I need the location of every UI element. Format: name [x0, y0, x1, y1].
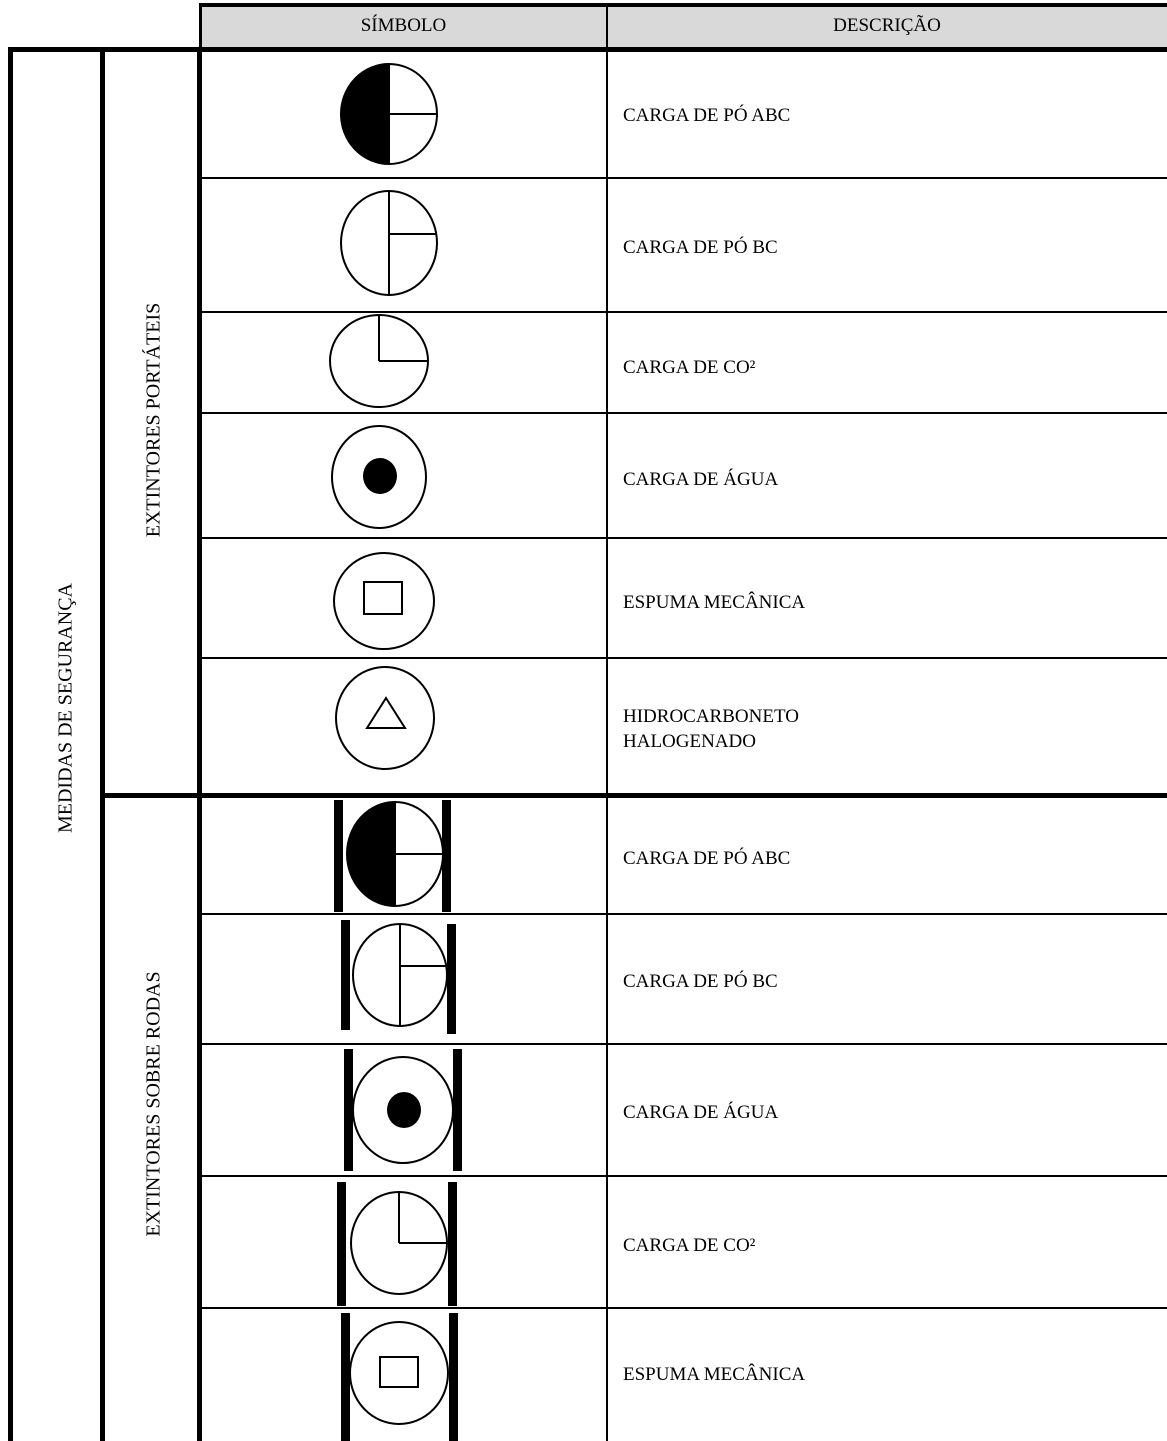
agua-icon: [330, 424, 430, 532]
group-separator: [100, 793, 1167, 798]
outer-group-divider: [100, 47, 105, 1441]
co2-wheeled-icon: [337, 1182, 463, 1308]
halogenado-icon: [334, 664, 438, 772]
description-text: CARGA DE CO²: [623, 1235, 756, 1256]
pó-abc-icon: [340, 63, 440, 163]
pó-bc-wheeled-icon: [341, 920, 461, 1036]
row-separator: [200, 412, 1167, 414]
description-text: CARGA DE CO²: [623, 357, 756, 378]
row-separator: [200, 1175, 1167, 1177]
row-separator: [200, 913, 1167, 915]
row-separator: [200, 177, 1167, 179]
row-separator: [200, 311, 1167, 313]
table-top-border: [8, 47, 1167, 52]
description-text: ESPUMA MECÂNICA: [623, 592, 806, 613]
description-text: CARGA DE PÓ ABC: [623, 848, 791, 869]
description-text: CARGA DE PÓ BC: [623, 971, 778, 992]
espuma-wheeled-icon: [341, 1313, 461, 1441]
row-separator: [200, 1043, 1167, 1045]
header-description-cell: [607, 4, 1167, 48]
description-text: CARGA DE ÁGUA: [623, 469, 779, 490]
espuma-icon: [332, 551, 440, 655]
co2-icon: [328, 314, 432, 410]
portable-group-label: EXTINTORES PORTÁTEIS: [142, 302, 165, 538]
header-divider: [606, 3, 608, 49]
agua-wheeled-icon: [344, 1049, 466, 1173]
inner-group-divider: [197, 47, 202, 1441]
description-text-line1: HIDROCARBONETO: [623, 706, 799, 727]
header-top-border: [199, 3, 1167, 7]
wheeled-group-label: EXTINTORES SOBRE RODAS: [142, 971, 165, 1237]
description-text: CARGA DE PÓ ABC: [623, 105, 791, 126]
description-text-line2: HALOGENADO: [623, 731, 756, 752]
row-separator: [200, 537, 1167, 539]
pó-abc-wheeled-icon: [334, 798, 454, 912]
table-left-border: [8, 47, 13, 1441]
row-separator: [200, 657, 1167, 659]
outer-group-label: MEDIDAS DE SEGURANÇA: [54, 582, 77, 834]
description-text: CARGA DE PÓ BC: [623, 237, 778, 258]
header-symbol-label: SÍMBOLO: [360, 15, 447, 36]
pó-bc-icon: [339, 189, 439, 289]
description-text: ESPUMA MECÂNICA: [623, 1364, 806, 1385]
header-description-label: DESCRIÇÃO: [833, 15, 941, 36]
description-text: CARGA DE ÁGUA: [623, 1102, 779, 1123]
symbol-description-divider: [606, 52, 608, 1441]
header-symbol-cell: [200, 4, 607, 48]
header-left-border: [199, 3, 202, 49]
